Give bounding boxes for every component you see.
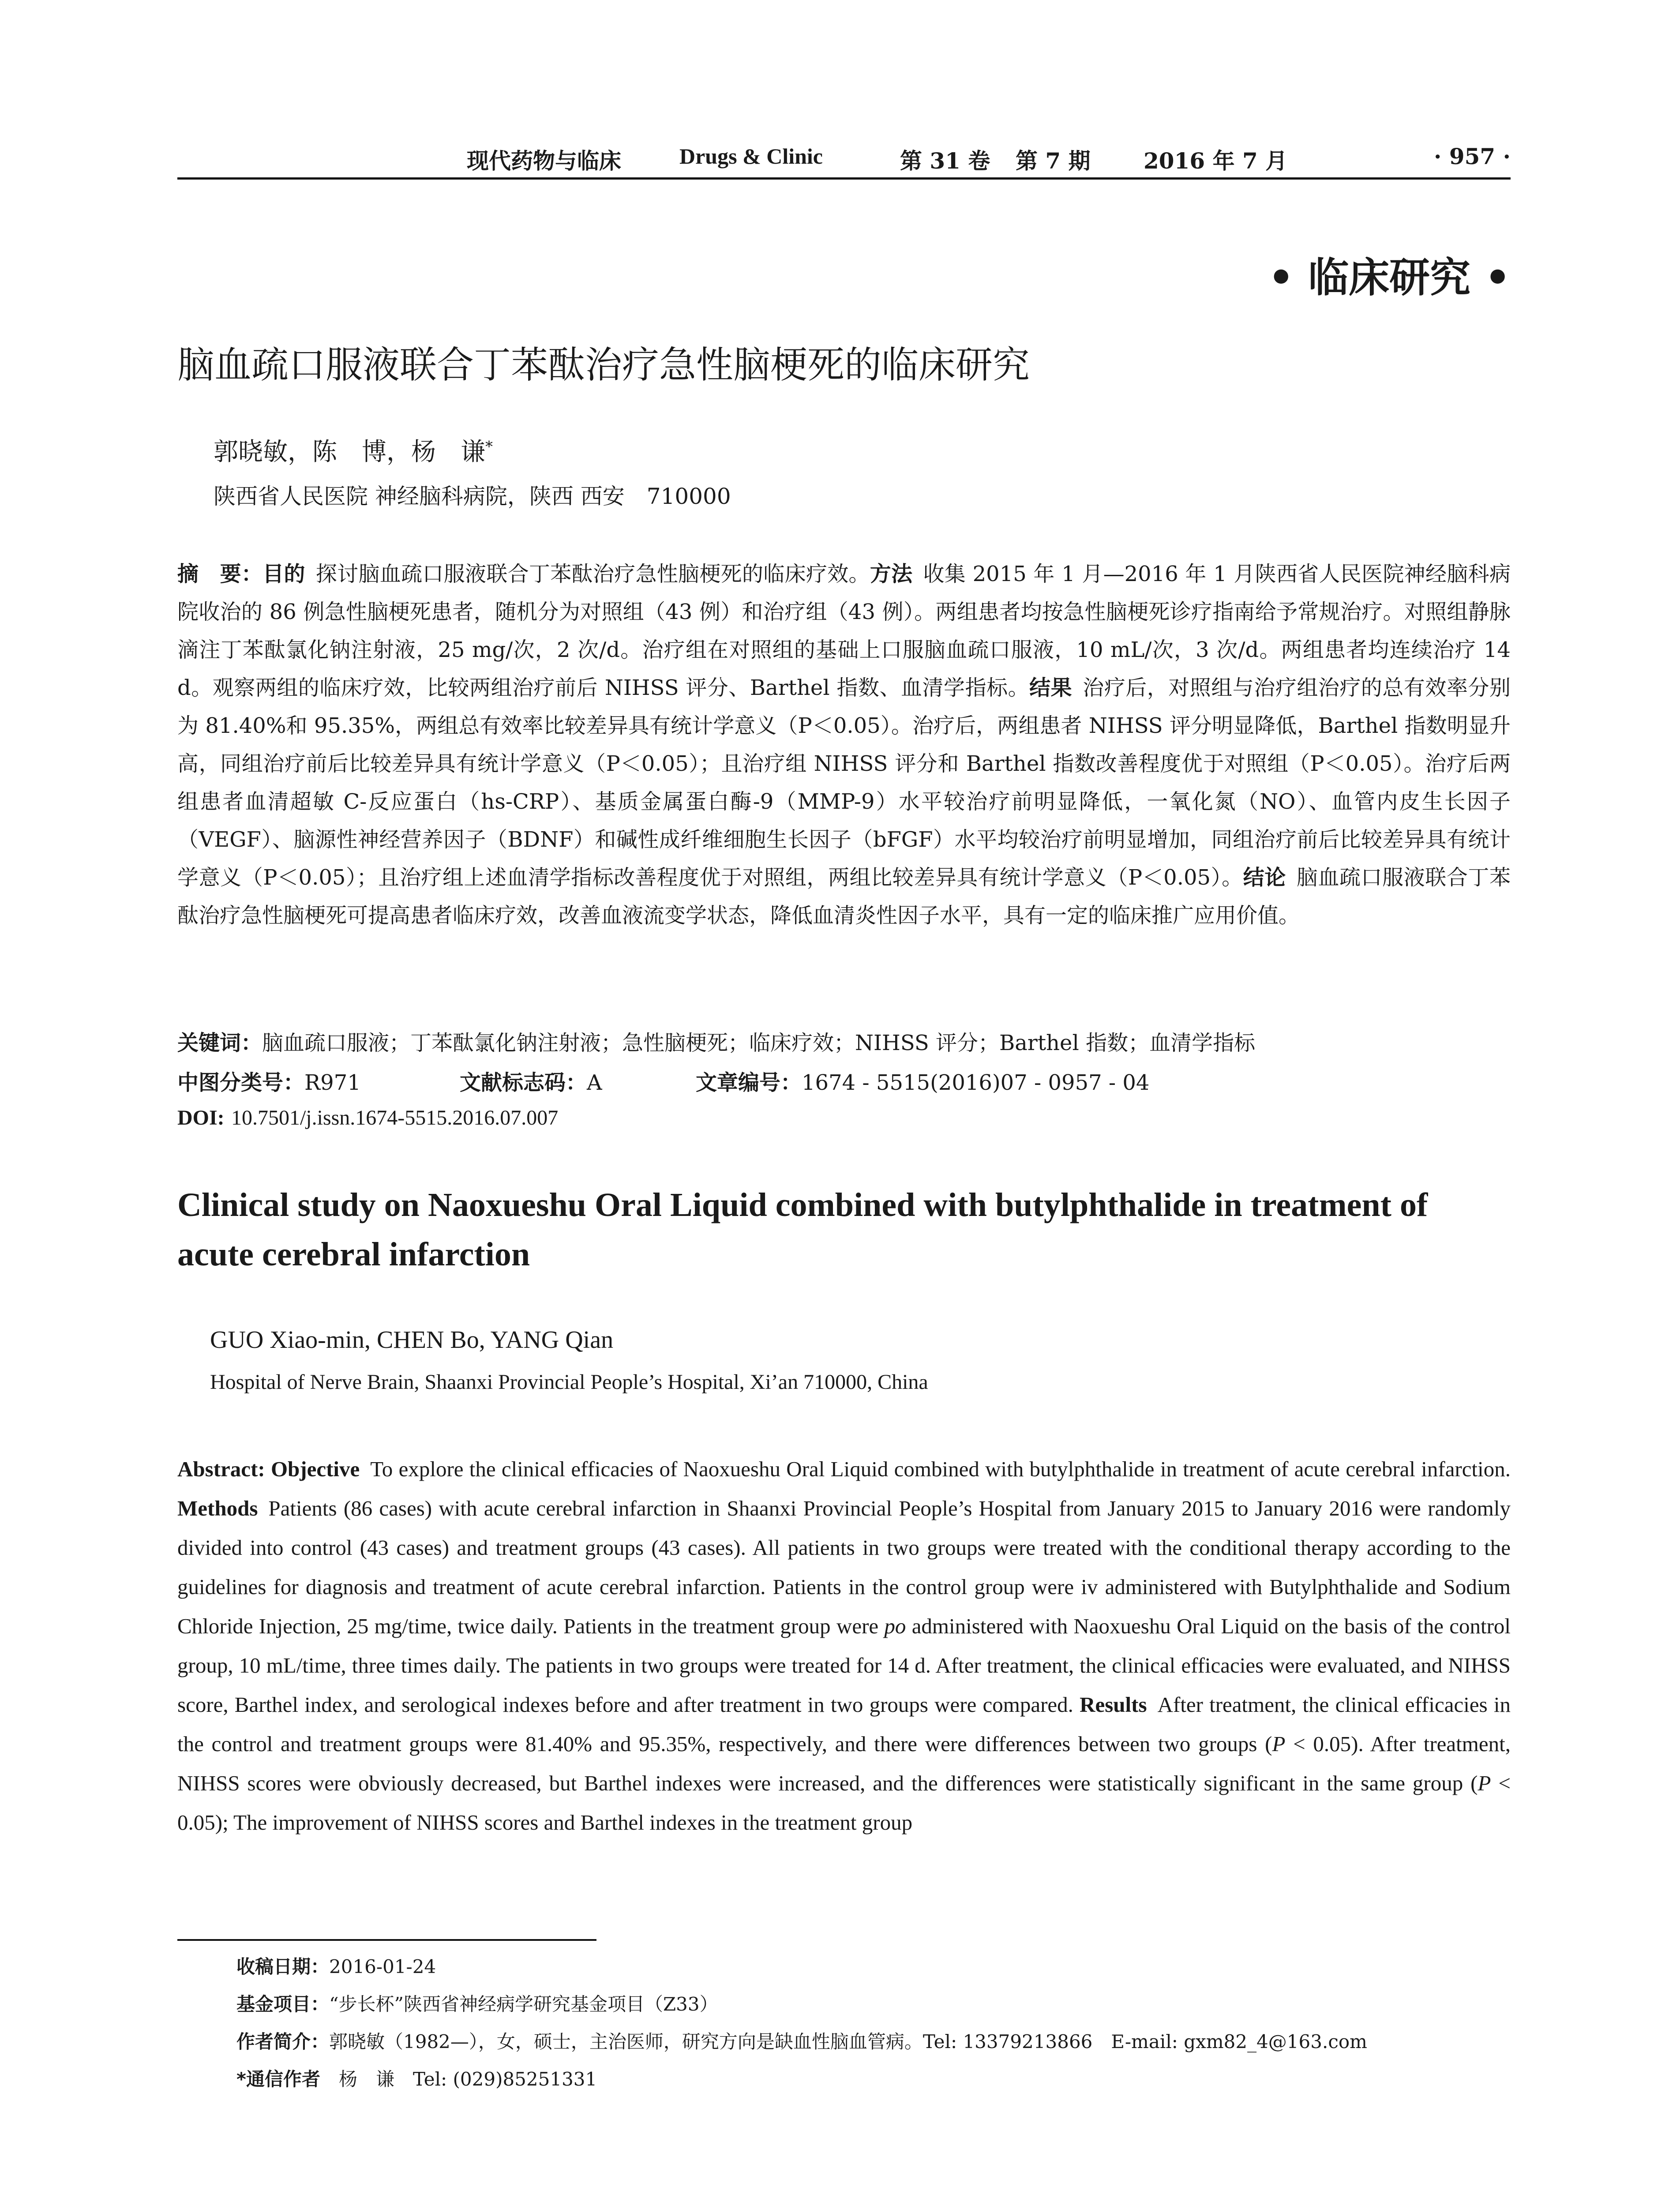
methods-label-en: Methods: [177, 1496, 258, 1520]
corresponding-mark: *: [485, 438, 493, 456]
corresponding-label: *通信作者: [236, 2068, 320, 2090]
abstract-label-en: Abstract:: [177, 1457, 265, 1481]
doc-code-value: A: [587, 1070, 602, 1095]
footnote-rule: [177, 1939, 596, 1941]
p-symbol: P: [1478, 1771, 1491, 1795]
author-bio-text: 郭晓敏（1982—），女，硕士，主治医师，研究方向是缺血性脑血管病。Tel: 13379213866 E-mail: gxm82_4@163.com: [329, 2031, 1367, 2052]
abstract-zh: [177, 555, 1511, 934]
doi-value: 10.7501/j.issn.1674-5515.2016.07.007: [231, 1106, 559, 1129]
received-date: 2016-01-24: [329, 1956, 436, 1977]
objective-label-en: Objective: [270, 1457, 360, 1481]
fund-label: 基金项目：: [236, 1993, 330, 2015]
title-zh: 脑血疏口服液联合丁苯酞治疗急性脑梗死的临床研究: [177, 343, 1030, 386]
issue-date: 2016 年 7 月: [1144, 148, 1288, 174]
abstract-label-zh: 摘 要：: [177, 562, 263, 586]
p-symbol: P: [1272, 1732, 1286, 1756]
conclusion-label-zh: 结论: [1243, 865, 1286, 890]
author-names-zh: 郭晓敏，陈 博，杨 谦: [214, 438, 485, 466]
footnote-fund: [236, 1990, 718, 2016]
authors-en: GUO Xiao-min, CHEN Bo, YANG Qian: [210, 1326, 614, 1354]
abstract-en: [177, 1449, 1511, 1842]
issue: 第 7 期: [1016, 148, 1091, 174]
results-text-en-end: < 0.05); The improvement of NIHSS scores and Barthel indexes in the treatment group: [177, 1771, 1511, 1835]
keywords-label: 关键词：: [177, 1031, 262, 1055]
affiliation-zh: 陕西省人民医院 神经脑科病院，陕西 西安 710000: [214, 484, 731, 509]
page-number: · 957 ·: [1434, 143, 1511, 169]
volume: 第 31 卷: [900, 148, 990, 174]
keywords-line: [177, 1026, 1511, 1056]
column-label: • 临床研究 •: [1268, 254, 1511, 301]
results-label-en: Results: [1080, 1692, 1147, 1717]
methods-label-zh: 方法: [870, 562, 913, 586]
affiliation-en: Hospital of Nerve Brain, Shaanxi Provincial People’s Hospital, Xi’an 710000, China: [210, 1370, 928, 1394]
footnote-received: [236, 1952, 436, 1979]
objective-text-zh: 探讨脑血疏口服液联合丁苯酞治疗急性脑梗死的临床疗效。: [315, 562, 870, 586]
article-no-value: 1674 - 5515(2016)07 - 0957 - 04: [802, 1070, 1150, 1095]
methods-text-zh: 收集 2015 年 1 月—2016 年 1 月陕西省人民医院神经脑科病院收治的 86 例急性脑梗死患者，随机分为对照组（43 例）和治疗组（43 例）。两组患者均按急性脑梗死诊疗指南给予常规治疗。对照组静脉滴注丁苯酞氯化钠注射液，25 mg/次，2 次/d。治疗组在对照组的基础上口服脑血疏口服液，10 mL/次，3 次/d。两组患者均连续治疗 14 d。观察两组的临床疗效，比较两组治疗前后 NIHSS 评分、Barthel 指数、血清学指标。: [177, 562, 1511, 700]
po-abbrev: po: [884, 1614, 906, 1638]
results-text-en: After treatment, the clinical efficacies in the control and treatment groups were 81.40% and 95.35%, respectively, and there were differences between two groups (: [177, 1692, 1511, 1756]
title-en: Clinical study on Naoxueshu Oral Liquid combined with butylphthalide in treatment of acute cerebral infarction: [177, 1186, 1428, 1273]
results-text-zh: 治疗后，对照组与治疗组治疗的总有效率分别为 81.40%和 95.35%，两组总有效率比较差异具有统计学意义（P＜0.05）。治疗后，两组患者 NIHSS 评分明显降低，Barthel 指数明显升高，同组治疗前后比较差异具有统计学意义（P＜0.05）；且治疗组 NIHSS 评分和 Barthel 指数改善程度优于对照组（P＜0.05）。治疗后两组患者血清超敏 C-反应蛋白（hs-CRP）、基质金属蛋白酶-9（MMP-9）水平较治疗前明显降低，一氧化氮（NO）、血管内皮生长因子（VEGF）、脑源性神经营养因子（BDNF）和碱性成纤维细胞生长因子（bFGF）水平均较治疗前明显增加，同组治疗前后比较差异具有统计学意义（P＜0.05）；且治疗组上述血清学指标改善程度优于对照组，两组比较差异具有统计学意义（P＜0.05）。: [177, 675, 1511, 890]
received-label: 收稿日期：: [236, 1956, 330, 1977]
objective-text-en: To explore the clinical efficacies of Naoxueshu Oral Liquid combined with butylphthalide in treatment of acute cerebral infarction.: [370, 1457, 1511, 1481]
journal-name-zh: 现代药物与临床: [467, 148, 621, 174]
methods-text-en-cont: administered with Naoxueshu Oral Liquid on the basis of the control group, 10 mL/time, three times daily. The patients in two groups were treated for 14 d. After treatment, the clinical efficacies were evaluated, and NIHSS score, Barthel index, and serological indexes before and after treatment in two groups were compared.: [177, 1614, 1511, 1717]
authors-zh: [214, 432, 493, 468]
clc-label: 中图分类号：: [177, 1070, 305, 1095]
header-rule: [177, 177, 1511, 180]
footnote-corresponding: [236, 2065, 597, 2091]
results-label-zh: 结果: [1029, 675, 1072, 700]
author-bio-label: 作者简介：: [236, 2031, 330, 2052]
results-text-en-cont: < 0.05). After treatment, NIHSS scores were obviously decreased, but Barthel indexes were increased, and the differences were statistically significant in the same group (: [177, 1732, 1511, 1795]
conclusion-text-zh: 脑血疏口服液联合丁苯酞治疗急性脑梗死可提高患者临床疗效，改善血液流变学状态，降低血清炎性因子水平，具有一定的临床推广应用价值。: [177, 865, 1511, 928]
article-no-label: 文章编号：: [696, 1070, 802, 1095]
fund-text: “步长杯”陕西省神经病学研究基金项目（Z33）: [329, 1993, 718, 2015]
journal-name-en: Drugs & Clinic: [679, 144, 823, 169]
keywords-text: 脑血疏口服液；丁苯酞氯化钠注射液；急性脑梗死；临床疗效；NIHSS 评分；Barthel 指数；血清学指标: [262, 1031, 1256, 1055]
classification-line: [177, 1065, 1511, 1096]
corresponding-text: 杨 谦 Tel: (029)85251331: [338, 2068, 597, 2090]
doi-line: [177, 1105, 1511, 1130]
running-header: [177, 143, 1511, 179]
methods-text-en: Patients (86 cases) with acute cerebral infarction in Shaanxi Provincial People’s Hospital from January 2015 to January 2016 were randomly divided into control (43 cases) and treatment groups (43 cases). All patients in two groups were treated with the conditional therapy according to the guidelines for diagnosis and treatment of acute cerebral infarction. Patients in the control group were iv administered with Butylphthalide and Sodium Chloride Injection, 25 mg/time, twice daily. Patients in the treatment group were: [177, 1496, 1511, 1638]
doi-label: DOI:: [177, 1106, 225, 1129]
footnote-author: [236, 2027, 1367, 2054]
doc-code-label: 文献标志码：: [460, 1070, 587, 1095]
clc-value: R971: [304, 1070, 361, 1095]
objective-label-zh: 目的: [262, 562, 305, 586]
